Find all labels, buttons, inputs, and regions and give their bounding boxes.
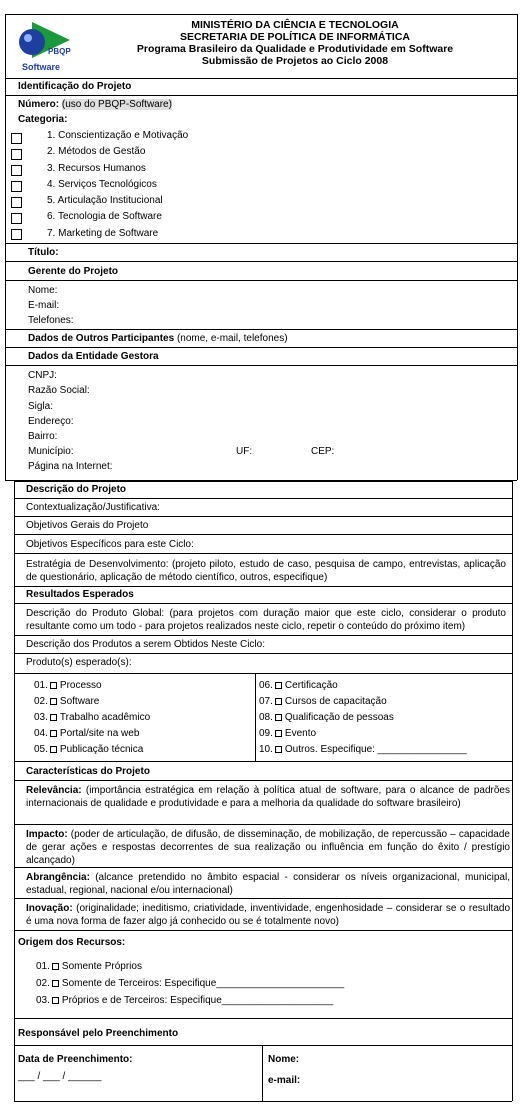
recurso-option-01[interactable] — [36, 961, 142, 972]
produto-checkbox[interactable] — [50, 698, 57, 705]
produto-num: 07. — [259, 696, 273, 707]
produto-global-field[interactable]: Descrição do Produto Global: (para projetos com duração maior que este ciclo, considerar o produto resultante como um todo - para projetos realizados neste ciclo, repetir o conteúdo do próximo item) — [26, 608, 506, 632]
objetivos-gerais-field[interactable]: Objetivos Gerais do Projeto — [26, 520, 149, 531]
entidade-cep-field[interactable]: CEP: — [311, 446, 335, 457]
produto-num: 06. — [259, 680, 273, 691]
produto-checkbox[interactable] — [275, 698, 282, 705]
produto-option-03[interactable] — [34, 712, 150, 723]
recurso-num: 01. — [36, 961, 50, 972]
entidade-bairro-field[interactable]: Bairro: — [28, 431, 58, 442]
header-line-3: Programa Brasileiro da Qualidade e Produtividade em Software — [136, 43, 454, 55]
categoria-label-7: 7. Marketing de Software — [47, 228, 159, 239]
produto-num: 08. — [259, 712, 273, 723]
section-recursos: Origem dos Recursos: — [18, 937, 126, 948]
produto-checkbox[interactable] — [275, 682, 282, 689]
categoria-label-1: 1. Conscientização e Motivação — [47, 130, 189, 141]
categoria-label-4: 4. Serviços Tecnológicos — [47, 179, 157, 190]
produto-checkbox[interactable] — [275, 714, 282, 721]
produto-label: Processo — [59, 680, 102, 691]
entidade-sigla-field[interactable]: Sigla: — [28, 401, 54, 412]
objetivos-especificos-field[interactable]: Objetivos Específicos para este Ciclo: — [26, 539, 194, 550]
titulo-label[interactable]: Título: — [28, 247, 59, 258]
relevancia-label: Relevância: — [26, 785, 82, 796]
inovacao-label: Inovação: — [26, 903, 73, 914]
categoria-label-3: 3. Recursos Humanos — [47, 163, 146, 174]
produto-checkbox[interactable] — [275, 746, 282, 753]
entidade-endereco-field[interactable]: Endereço: — [28, 416, 74, 427]
produto-option-01[interactable] — [34, 680, 102, 691]
produto-checkbox[interactable] — [50, 714, 57, 721]
inovacao-field[interactable] — [26, 902, 510, 928]
produto-num: 03. — [34, 712, 48, 723]
recurso-label: Somente de Terceiros: Especifique_______________________ — [61, 978, 345, 989]
categoria-checkbox-2[interactable] — [11, 149, 22, 160]
outros-participantes-row[interactable] — [28, 333, 288, 344]
entidade-municipio-field[interactable]: Município: — [28, 446, 74, 457]
section-entidade: Dados da Entidade Gestora — [28, 351, 159, 362]
categoria-checkbox-6[interactable] — [11, 213, 22, 224]
recurso-option-02[interactable] — [36, 978, 344, 989]
header-line-4: Submissão de Projetos ao Ciclo 2008 — [201, 55, 389, 67]
produto-num: 02. — [34, 696, 48, 707]
recurso-label: Somente Próprios — [61, 961, 142, 972]
abrangencia-field[interactable] — [26, 871, 510, 897]
produto-num: 09. — [259, 728, 273, 739]
section-caracteristicas: Características do Projeto — [26, 766, 150, 777]
recurso-num: 02. — [36, 978, 50, 989]
section-descricao: Descrição do Projeto — [26, 484, 127, 495]
impacto-label: Impacto: — [26, 829, 68, 840]
produto-option-06[interactable] — [259, 680, 338, 691]
produto-checkbox[interactable] — [50, 746, 57, 753]
recurso-checkbox[interactable] — [52, 980, 59, 987]
email-label[interactable]: e-mail: — [268, 1075, 301, 1086]
estrategia-field[interactable]: Estratégia de Desenvolvimento: (projeto piloto, estudo de caso, pesquisa de campo, entrevistas, aplicação de questionário, aplicação de método científico, outros, especifique) — [26, 559, 506, 583]
logo-text: PBQP — [48, 47, 71, 56]
categoria-checkbox-7[interactable] — [11, 229, 22, 240]
entidade-uf-field[interactable]: UF: — [236, 446, 253, 457]
inovacao-text: (originalidade; ineditismo, criatividade, inventividade, engenhosidade – considerar se o resultado é uma nova forma de fazer algo já conhecido ou se é totalmente novo) — [26, 903, 511, 927]
outros-note: (nome, e-mail, telefones) — [176, 333, 288, 344]
categoria-label-5: 5. Articulação Institucional — [47, 195, 163, 206]
entidade-razao-field[interactable]: Razão Social: — [28, 385, 90, 396]
numero-value: (uso do PBQP-Software) — [61, 99, 172, 110]
section-gerente: Gerente do Projeto — [28, 266, 119, 277]
produto-option-04[interactable] — [34, 728, 139, 739]
produtos-ciclo-field[interactable]: Descrição dos Produtos a serem Obtidos Neste Ciclo: — [26, 639, 265, 650]
recurso-num: 03. — [36, 995, 50, 1006]
produto-num: 05. — [34, 744, 48, 755]
contextualizacao-field[interactable]: Contextualização/Justificativa: — [26, 502, 160, 513]
header-line-1: MINISTÉRIO DA CIÊNCIA E TECNOLOGIA — [191, 19, 399, 31]
produto-option-08[interactable] — [259, 712, 394, 723]
produto-num: 04. — [34, 728, 48, 739]
entidade-pagina-field[interactable]: Página na Internet: — [28, 461, 113, 472]
entidade-cnpj-field[interactable]: CNPJ: — [28, 370, 57, 381]
produto-option-05[interactable] — [34, 744, 143, 755]
produto-label: Evento — [284, 728, 317, 739]
produto-option-09[interactable] — [259, 728, 316, 739]
data-preenchimento-label: Data de Preenchimento: — [18, 1054, 133, 1065]
pbqp-logo — [12, 18, 74, 76]
produto-label: Portal/site na web — [59, 728, 140, 739]
produto-label: Certificação — [284, 680, 338, 691]
recurso-checkbox[interactable] — [52, 963, 59, 970]
categoria-label: Categoria: — [18, 114, 68, 125]
recurso-label: Próprios e de Terceiros: Especifique____________________ — [61, 995, 334, 1006]
section-responsavel: Responsável pelo Preenchimento — [18, 1028, 179, 1039]
categoria-checkbox-5[interactable] — [11, 197, 22, 208]
numero-label: Número: — [18, 99, 60, 110]
gerente-email-field[interactable]: E-mail: — [28, 300, 60, 311]
categoria-label-2: 2. Métodos de Gestão — [47, 146, 146, 157]
produto-num: 10. — [259, 744, 273, 755]
produto-option-07[interactable] — [259, 696, 387, 707]
categoria-label-6: 6. Tecnologia de Software — [47, 211, 162, 222]
impacto-field[interactable] — [26, 828, 510, 867]
recurso-option-03[interactable] — [36, 995, 333, 1006]
produto-label: Software — [59, 696, 100, 707]
produto-label: Trabalho acadêmico — [59, 712, 151, 723]
produto-checkbox[interactable] — [50, 682, 57, 689]
data-preenchimento-input[interactable]: ___ / ___ / ______ — [18, 1071, 102, 1082]
relevancia-text: (importância estratégica em relação à política atual de software, para o alcance de padrões internacionais de qualidade e produtividade e para a melhoria da qualidade do software brasileiro) — [26, 785, 510, 809]
impacto-text: (poder de articulação, de difusão, de disseminação, de mobilização, de repercussão – capacidade de gerar ações e respostas decorrentes de sua realização ou influência em função do êxito / prestígio alcançado) — [26, 829, 510, 866]
header-line-2: SECRETARIA DE POLÍTICA DE INFORMÁTICA — [179, 31, 411, 43]
section-resultados: Resultados Esperados — [26, 589, 134, 600]
produtos-esperados-label: Produto(s) esperado(s): — [26, 657, 132, 668]
produto-label: Qualificação de pessoas — [284, 712, 394, 723]
produto-label: Cursos de capacitação — [284, 696, 387, 707]
categoria-checkbox-4[interactable] — [11, 181, 22, 192]
produto-checkbox[interactable] — [275, 730, 282, 737]
nome-label[interactable]: Nome: — [268, 1054, 300, 1065]
produto-label: Outros. Especifique: ________________ — [284, 744, 467, 755]
logo-icon — [12, 18, 74, 76]
gerente-nome-field[interactable]: Nome: — [28, 285, 58, 296]
logo-sub: Software — [22, 62, 61, 72]
relevancia-field[interactable] — [26, 784, 510, 810]
categoria-checkbox-3[interactable] — [11, 165, 22, 176]
abrangencia-label: Abrangência: — [26, 872, 90, 883]
abrangencia-text: (alcance pretendido no âmbito espacial - considerar os níveis organizacional, municipal, estadual, regional, nacional e/ou internacional) — [26, 872, 510, 896]
produto-label: Publicação técnica — [59, 744, 144, 755]
produto-num: 01. — [34, 680, 48, 691]
section-identificacao: Identificação do Projeto — [18, 81, 132, 92]
produto-option-02[interactable] — [34, 696, 99, 707]
categoria-checkbox-1[interactable] — [11, 133, 22, 144]
produto-checkbox[interactable] — [50, 730, 57, 737]
gerente-telefones-field[interactable]: Telefones: — [28, 315, 74, 326]
numero-field[interactable] — [18, 99, 172, 110]
section-outros: Dados de Outros Participantes — [28, 333, 175, 344]
produto-option-10[interactable] — [259, 744, 467, 755]
recurso-checkbox[interactable] — [52, 997, 59, 1004]
